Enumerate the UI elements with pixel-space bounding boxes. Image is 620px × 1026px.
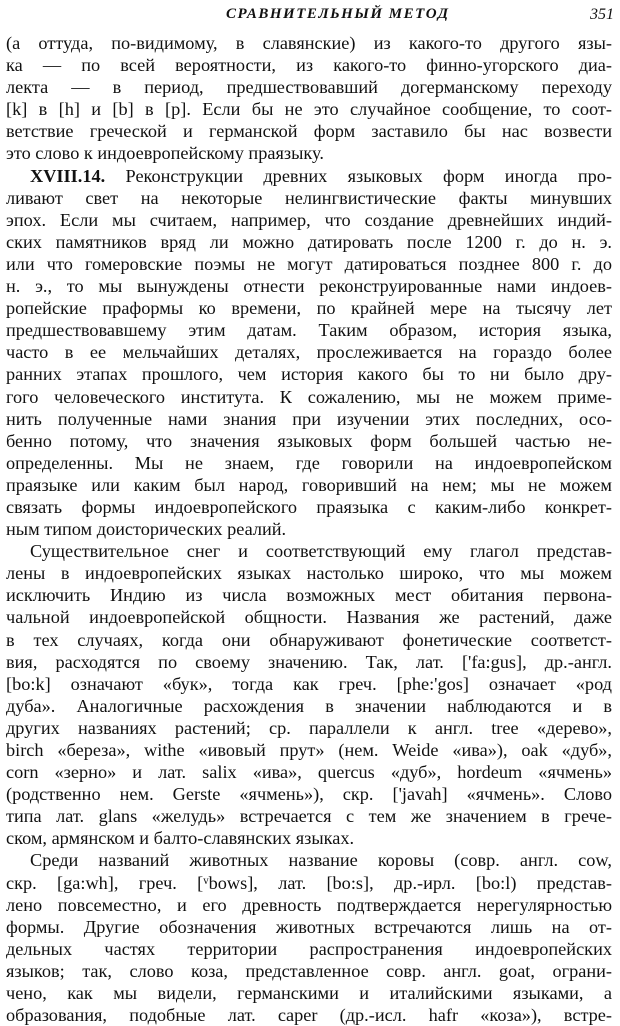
running-title: СРАВНИТЕЛЬНЫЙ МЕТОД bbox=[226, 6, 450, 22]
text-line: бенно потому, что значения языковых форм большей частью не- bbox=[6, 430, 612, 451]
text-line: [bo:k] означают «бук», тогда как греч. [phe:'gos] означает «род bbox=[6, 673, 612, 694]
page-number: 351 bbox=[590, 6, 614, 23]
text-line: чено, как мы видели, германскими и италийскими языками, а bbox=[6, 983, 612, 1004]
text-line: вия, расходятся по своему значению. Так, лат. ['fa:gus], др.-англ. bbox=[6, 651, 612, 672]
text-line: лено повсеместно, и его древность подтверждается нерегулярностью bbox=[6, 894, 612, 915]
paragraph-3 bbox=[6, 540, 612, 849]
text-line: в тех случаях, когда они обнаруживают фонетические соответст- bbox=[6, 629, 612, 650]
paragraph-1 bbox=[6, 32, 612, 165]
text-line: [k] в [h] и [b] в [p]. Если бы не это случайное сообщение, то соот- bbox=[6, 99, 612, 120]
text-line: ранних этапах прошлого, чем история какого бы то ни было дру- bbox=[6, 364, 612, 385]
text-line: ском, армянском и балто-славянских языках. bbox=[6, 828, 355, 849]
text-line: нить полученные нами знания при изучении этих последних, осо- bbox=[6, 408, 612, 429]
paragraph-2 bbox=[6, 165, 612, 541]
text-line: дуба». Аналогичные расхождения в значении наблюдаются и в bbox=[6, 695, 612, 716]
text-line: н. э., то мы вынуждены отнести реконструированные нами индоев- bbox=[6, 276, 612, 297]
text-line: скр. [ga:wh], греч. [ᵛbows], лат. [bo:s], др.-ирл. [bo:l) представ- bbox=[6, 872, 612, 893]
text-line: Среди названий животных название коровы (совр. англ. cow, bbox=[30, 850, 612, 871]
text-line: исключить Индию из числа возможных мест обитания первона- bbox=[6, 585, 612, 606]
text-line: corn «зерно» и лат. salix «ива», quercus «дуб», hordeum «ячмень» bbox=[6, 762, 612, 783]
text-line: эпох. Если мы считаем, например, что создание древнейших индий- bbox=[6, 209, 612, 230]
text-line: гого человеческого института. К сожалению, мы не можем приме- bbox=[6, 386, 612, 407]
text-line: ропейские праформы ко времени, по крайней мере на тысячу лет bbox=[6, 298, 612, 319]
text-line: языков; так, слово коза, представленное совр. англ. goat, ограни- bbox=[6, 960, 612, 981]
text-line: ских памятников вряд ли можно датировать после 1200 г. до н. э. bbox=[6, 231, 612, 252]
paragraph-4 bbox=[6, 849, 612, 1026]
text-line: чальной индоевропейской общности. Названия же растений, даже bbox=[6, 607, 612, 628]
text-line: предшествовавшему этим датам. Таким образом, история языка, bbox=[6, 320, 612, 341]
text-line bbox=[6, 165, 612, 187]
text-line: birch «береза», withe «ивовый прут» (нем. Weide «ива»), oak «дуб», bbox=[6, 740, 612, 760]
body-text bbox=[6, 32, 612, 1026]
text-line: (а оттуда, по-видимому, в славянские) из какого-то другого язы- bbox=[6, 33, 612, 53]
text-line: типа лат. glans «желудь» встречается с тем же значением в грече- bbox=[6, 806, 612, 827]
text-line: часто в ее мельчайших деталях, прослеживается на гораздо более bbox=[6, 342, 612, 363]
text-line: образования, подобные лат. caper (др.-исл. hafr «коза»), встре- bbox=[6, 1005, 612, 1026]
text-line: ка — по всей вероятности, из какого-то финно-угорского диа- bbox=[6, 55, 612, 76]
page-header bbox=[0, 4, 620, 30]
text-line-content: Реконструкции древних языковых форм иногда про- bbox=[105, 165, 612, 186]
text-line: или что гомеровские поэмы не могут датироваться позднее 800 г. до bbox=[6, 253, 612, 274]
text-line: ветствие греческой и германской форм заставило бы нас возвести bbox=[6, 121, 612, 142]
text-line: праязыке или каким был народ, говоривший на нем; мы не можем bbox=[6, 474, 612, 495]
text-line: ным типом доисторических реалий. bbox=[6, 519, 287, 540]
text-line: (родственно нем. Gerste «ячмень»), скр. ['javah] «ячмень». Слово bbox=[6, 784, 612, 805]
text-line: ливают свет на некоторые нелингвистические факты минувших bbox=[6, 187, 612, 208]
text-line: дельных частях территории распространения индоевропейских bbox=[6, 938, 612, 959]
text-line: лекта — в период, предшествовавший догерманскому переходу bbox=[6, 77, 612, 98]
text-line: определенны. Мы не знаем, где говорили на индоевропейском bbox=[6, 452, 612, 473]
text-line: это слово к индоевропейскому праязыку. bbox=[6, 143, 324, 164]
text-line: формы. Другие обозначения животных встречаются лишь на от- bbox=[6, 916, 612, 937]
section-number: XVIII.14. bbox=[30, 165, 106, 186]
text-line: связать формы индоевропейского праязыка с каким-либо конкрет- bbox=[6, 496, 612, 517]
text-line: Существительное снег и соответствующий ему глагол представ- bbox=[30, 541, 612, 562]
text-line: других названиях растений; ср. параллели к англ. tree «дерево», bbox=[6, 717, 612, 738]
text-line: лены в индоевропейских языках настолько широко, что мы можем bbox=[6, 563, 612, 584]
